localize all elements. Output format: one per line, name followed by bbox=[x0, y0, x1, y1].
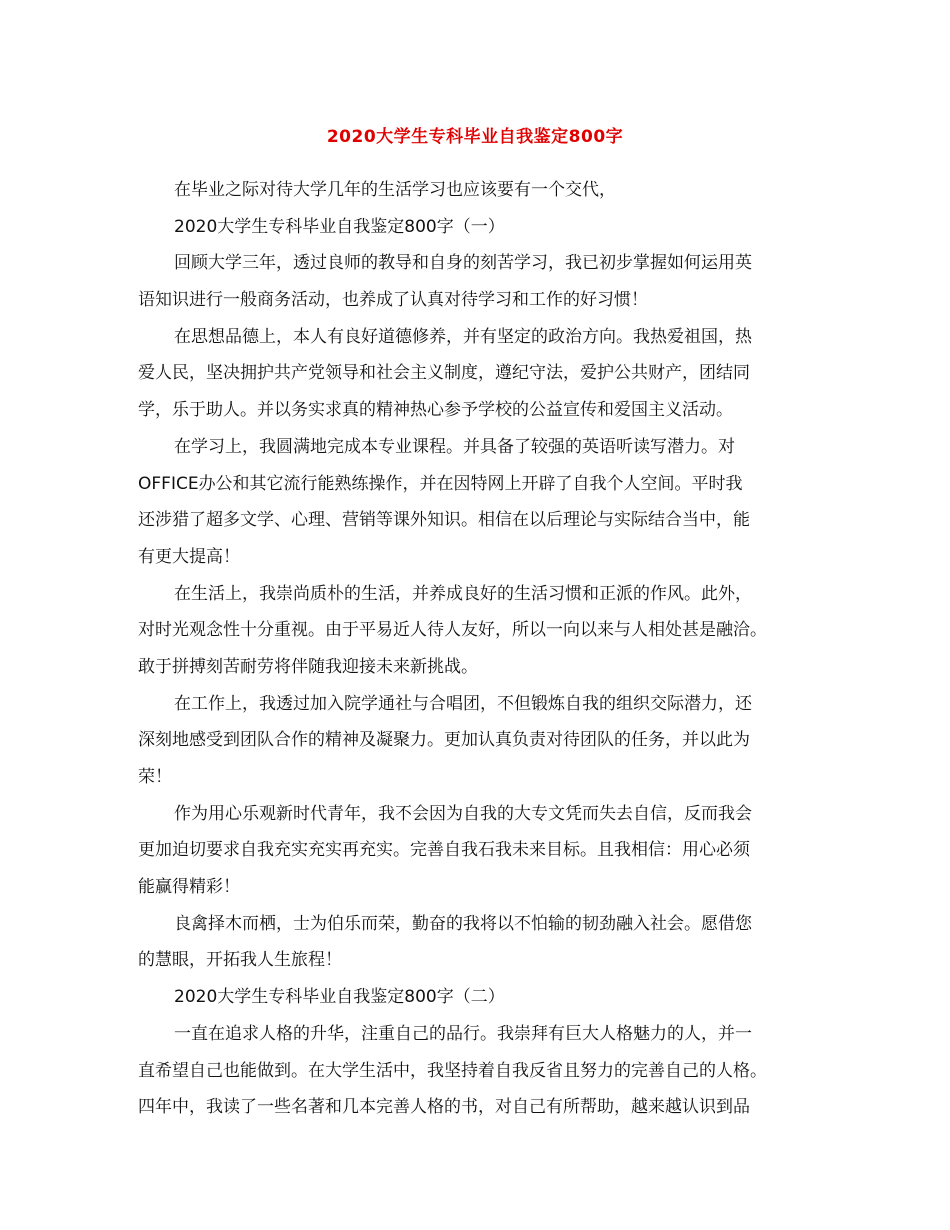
text-line: 的慧眼，开拓我人生旅程！ bbox=[138, 950, 342, 971]
text-line: 还涉猎了超多文学、心理、营销等课外知识。相信在以后理论与实际结合当中，能 bbox=[138, 510, 750, 531]
text-line: 敢于拼搏刻苦耐劳将伴随我迎接未来新挑战。 bbox=[138, 656, 478, 677]
text-line: 在毕业之际对待大学几年的生活学习也应该要有一个交代， bbox=[174, 180, 616, 200]
text-line: OFFICE办公和其它流行能熟练操作，并在因特网上开辟了自我个人空间。平时我 bbox=[138, 473, 743, 494]
text-line: 良禽择木而栖，士为伯乐而荣，勤奋的我将以不怕输的韧劲融入社会。愿借您 bbox=[174, 913, 752, 934]
document-body bbox=[138, 172, 828, 1126]
text-line: 一直在追求人格的升华，注重自己的品行。我崇拜有巨大人格魅力的人，并一 bbox=[174, 1023, 752, 1044]
text-line: 深刻地感受到团队合作的精神及凝聚力。更加认真负责对待团队的任务，并以此为 bbox=[138, 730, 750, 751]
text-line: 爱人民，坚决拥护共产党领导和社会主义制度，遵纪守法，爱护公共财产，团结同 bbox=[138, 363, 750, 384]
text-line: 更加迫切要求自我充实充实再充实。完善自我石我未来目标。且我相信：用心必须 bbox=[138, 840, 750, 861]
text-line: 在思想品德上，本人有良好道德修养，并有坚定的政治方向。我热爱祖国，热 bbox=[174, 326, 752, 347]
text-line: 在工作上，我透过加入院学通社与合唱团，不但锻炼自我的组织交际潜力，还 bbox=[174, 693, 752, 714]
document-title: 2020大学生专科毕业自我鉴定800字 bbox=[326, 127, 624, 147]
text-line: 回顾大学三年，透过良师的教导和自身的刻苦学习，我已初步掌握如何运用英 bbox=[174, 253, 752, 274]
text-line: 语知识进行一般商务活动，也养成了认真对待学习和工作的好习惯！ bbox=[138, 290, 648, 311]
text-line: 作为用心乐观新时代青年，我不会因为自我的大专文凭而失去自信，反而我会 bbox=[174, 803, 752, 824]
text-line: 对时光观念性十分重视。由于平易近人待人友好，所以一向以来与人相处甚是融洽。 bbox=[138, 620, 767, 641]
text-line: 四年中，我读了一些名著和几本完善人格的书，对自己有所帮助，越来越认识到品 bbox=[138, 1097, 750, 1118]
text-line: 在生活上，我崇尚质朴的生活，并养成良好的生活习惯和正派的作风。此外， bbox=[174, 583, 752, 604]
text-line: 学，乐于助人。并以务实求真的精神热心参予学校的公益宣传和爱国主义活动。 bbox=[138, 400, 733, 421]
text-line: 2020大学生专科毕业自我鉴定800字（二） bbox=[174, 987, 505, 1008]
text-line: 在学习上，我圆满地完成本专业课程。并具备了较强的英语听读写潜力。对 bbox=[174, 436, 735, 457]
text-line: 2020大学生专科毕业自我鉴定800字（一） bbox=[174, 216, 505, 237]
text-line: 有更大提高！ bbox=[138, 546, 240, 567]
text-line: 荣！ bbox=[138, 767, 172, 787]
text-line: 直希望自己也能做到。在大学生活中，我坚持着自我反省且努力的完善自己的人格。 bbox=[138, 1060, 767, 1081]
text-line: 能赢得精彩！ bbox=[138, 877, 240, 898]
